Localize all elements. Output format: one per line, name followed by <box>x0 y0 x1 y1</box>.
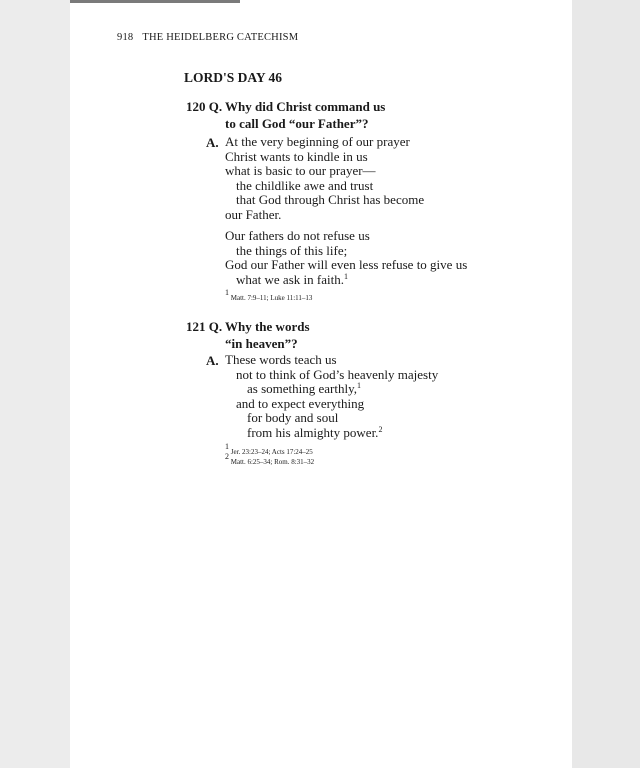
answer-line <box>225 382 438 397</box>
answer-line: These words teach us <box>225 352 337 367</box>
page-number: 918 <box>117 32 134 43</box>
running-head <box>117 32 298 43</box>
question-line: Why the words <box>225 319 310 334</box>
answer-line: the childlike awe and trust <box>236 177 374 193</box>
footnote-text: Matt. 6:25–34; Rom. 8:31–32 <box>230 458 315 466</box>
footnote-ref: 1 <box>357 381 361 391</box>
top-rule <box>70 0 240 3</box>
footnote-ref: 1 <box>343 271 348 281</box>
answer-text: as something earthly, <box>247 381 357 397</box>
footnote-mark: 2 <box>225 452 229 461</box>
answer-120-para1 <box>225 135 424 223</box>
footnote-mark: 1 <box>225 442 229 451</box>
question-120-text <box>225 98 385 132</box>
answer-120-mark: A. <box>206 135 219 150</box>
question-line: Why did Christ command us <box>225 99 386 114</box>
question-line: to call God “our Father”? <box>225 116 369 131</box>
answer-line <box>225 273 467 288</box>
answer-line: Our fathers do not refuse us <box>225 228 370 243</box>
question-121-text <box>225 318 310 352</box>
answer-text: what we ask in faith. <box>236 271 344 287</box>
footnote-120 <box>225 288 313 303</box>
answer-line: the things of this life; <box>236 242 348 258</box>
answer-line <box>225 426 438 441</box>
book-title: THE HEIDELBERG CATECHISM <box>142 32 299 43</box>
footnote-text: Jer. 23:23–24; Acts 17:24–25 <box>230 448 313 456</box>
footnote-121-1 <box>225 442 313 457</box>
answer-120-para2 <box>225 229 467 287</box>
footnote-text: Matt. 7:9–11; Luke 11:11–13 <box>230 294 313 302</box>
answer-line: At the very beginning of our prayer <box>225 134 410 149</box>
right-page-edge <box>572 0 640 768</box>
footnote-mark: 1 <box>225 288 229 297</box>
left-page-edge <box>0 0 70 768</box>
question-120-number: 120 Q. <box>186 99 223 114</box>
question-line: “in heaven”? <box>225 336 298 351</box>
answer-line: our Father. <box>225 206 282 222</box>
answer-line: what is basic to our prayer— <box>225 163 376 179</box>
answer-text: from his almighty power. <box>247 424 379 440</box>
answer-121-mark: A. <box>206 353 219 368</box>
answer-line: not to think of God’s heavenly majesty <box>236 366 439 382</box>
lords-day-title: LORD'S DAY 46 <box>184 70 283 85</box>
answer-121-body <box>225 353 438 441</box>
answer-line: for body and soul <box>247 410 339 426</box>
answer-line: that God through Christ has become <box>236 192 425 208</box>
answer-line: and to expect everything <box>236 395 365 411</box>
answer-line: Christ wants to kindle in us <box>225 148 368 164</box>
footnote-ref: 2 <box>378 424 383 434</box>
answer-line: God our Father will even less refuse to give us <box>225 257 468 273</box>
question-121-number: 121 Q. <box>186 319 223 334</box>
